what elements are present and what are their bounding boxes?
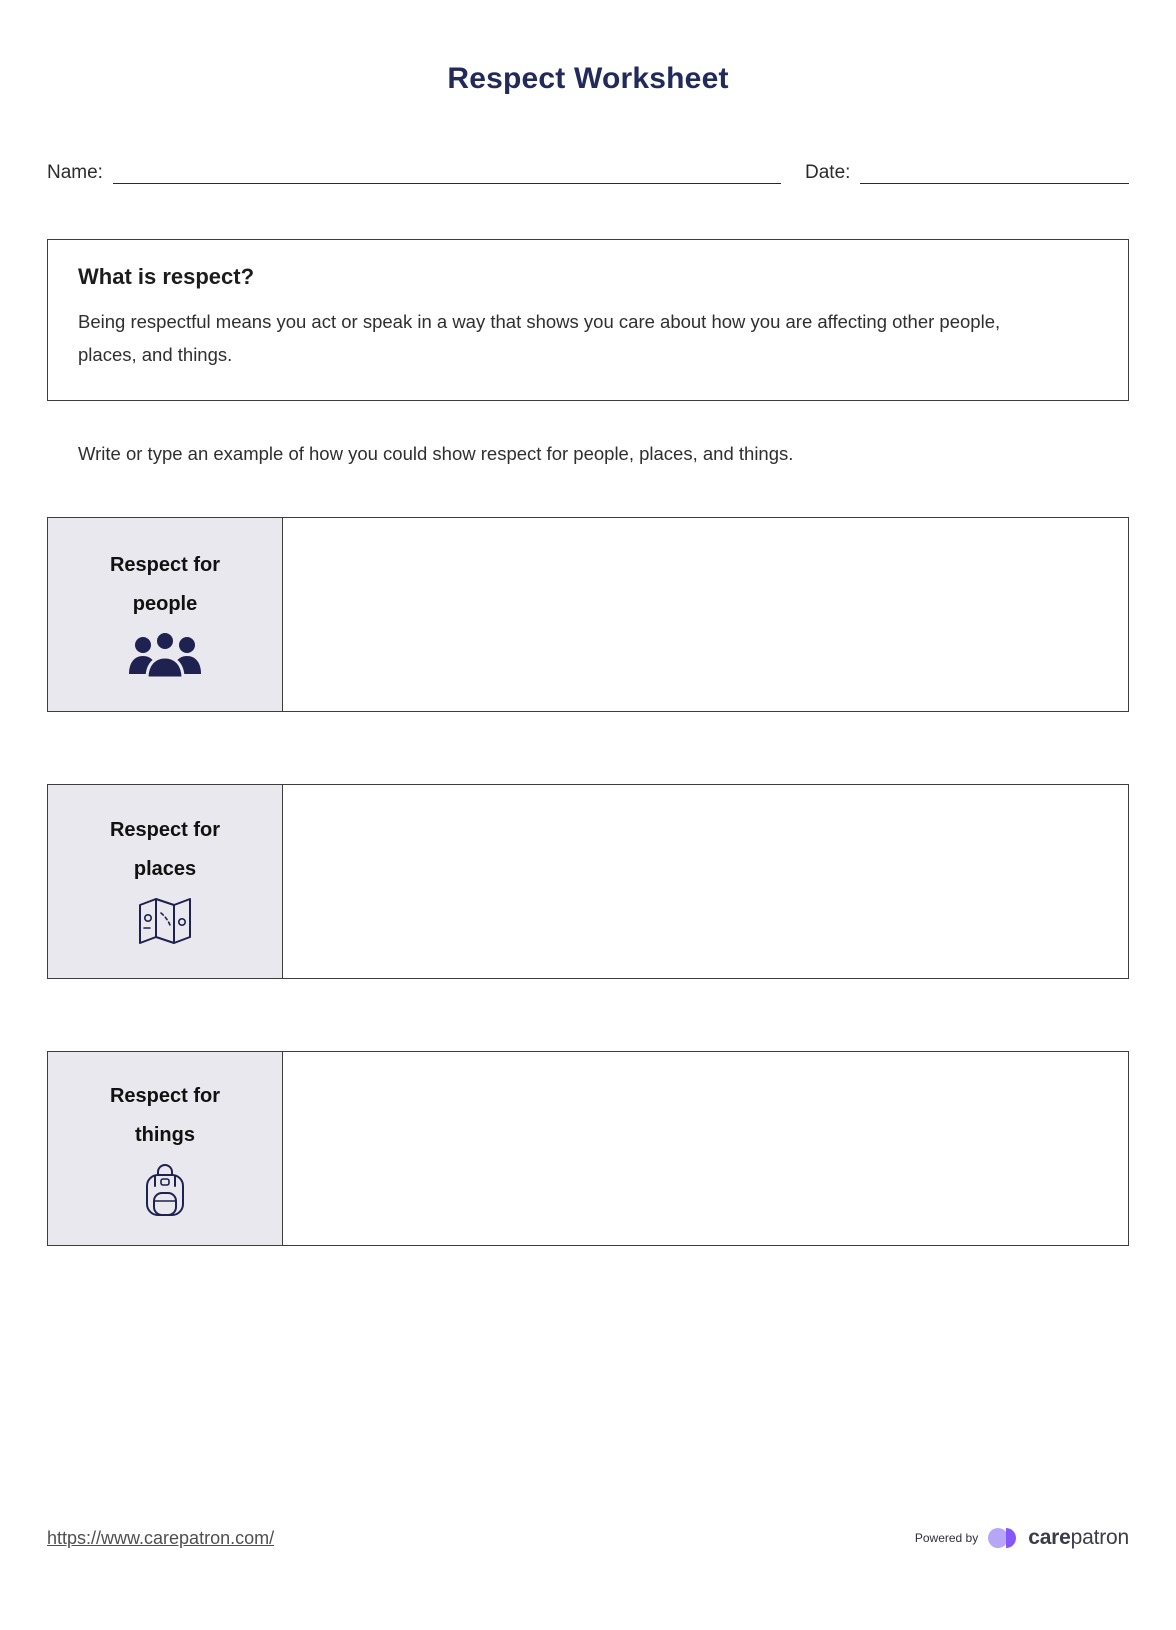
date-label: Date: (805, 162, 851, 183)
respect-places-label-line2: places (133, 858, 197, 881)
name-input-line[interactable] (113, 160, 781, 184)
respect-people-label-cell (48, 518, 283, 711)
powered-by-block (915, 1524, 1129, 1552)
people-icon (127, 628, 203, 682)
backpack-icon (141, 1159, 189, 1219)
respect-people-label-line2: people (132, 593, 198, 616)
respect-places-label-cell (48, 785, 283, 978)
brand-care: care (1028, 1526, 1071, 1549)
carepatron-logo-icon (987, 1524, 1019, 1552)
respect-things-label-line2: things (135, 1124, 195, 1147)
footer (47, 1524, 1129, 1552)
respect-people-label-line1: Respect for (109, 554, 221, 577)
brand-patron: patron (1070, 1526, 1129, 1549)
info-box-body: Being respectful means you act or speak in a way that shows you care about how you are affecting other people, places, and things. (78, 311, 1001, 365)
respect-things-label-line1: Respect for (109, 1085, 221, 1108)
respect-places-label-line1: Respect for (109, 819, 221, 842)
name-date-row (47, 160, 1129, 184)
respect-places-row (47, 784, 1129, 979)
date-input-line[interactable] (860, 160, 1129, 184)
name-label: Name: (47, 162, 103, 183)
powered-by-label: Powered by (914, 1531, 979, 1545)
page-title: Respect Worksheet (447, 62, 729, 95)
respect-people-answer-area[interactable] (283, 518, 1128, 711)
carepatron-wordmark (1028, 1526, 1129, 1550)
respect-things-label (110, 1077, 220, 1155)
date-field (805, 160, 1129, 184)
respect-places-answer-area[interactable] (283, 785, 1128, 978)
respect-things-answer-area[interactable] (283, 1052, 1128, 1245)
respect-people-row (47, 517, 1129, 712)
respect-things-label-cell (48, 1052, 283, 1245)
instruction-text: Write or type an example of how you could show respect for people, places, and things. (78, 442, 794, 464)
respect-places-label (110, 811, 220, 889)
respect-people-label (110, 546, 220, 624)
name-field (47, 160, 781, 184)
carepatron-link[interactable]: https://www.carepatron.com/ (47, 1527, 275, 1548)
map-icon (133, 893, 197, 951)
info-box (47, 239, 1129, 401)
info-box-heading: What is respect? (78, 264, 255, 289)
respect-things-row (47, 1051, 1129, 1246)
